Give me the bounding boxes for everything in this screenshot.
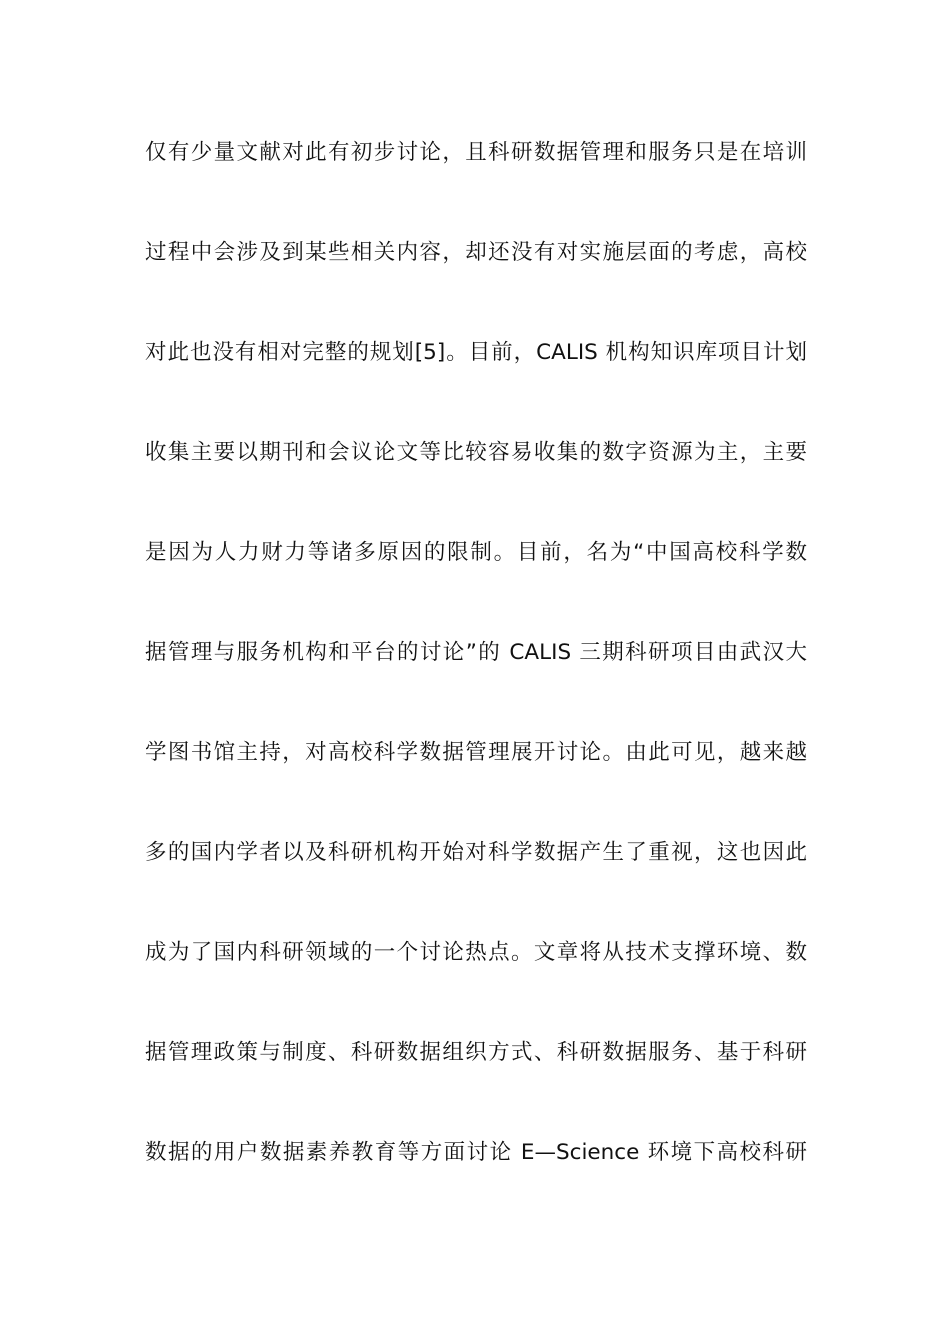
text-line: 对此也没有相对完整的规划[5]。目前，CALIS 机构知识库项目计划: [145, 340, 807, 365]
text-line: 过程中会涉及到某些相关内容，却还没有对实施层面的考虑，高校: [145, 240, 807, 265]
text-line: 数据的用户数据素养教育等方面讨论 E—Science 环境下高校科研: [145, 1140, 807, 1165]
text-line: 收集主要以期刊和会议论文等比较容易收集的数字资源为主，主要: [145, 440, 807, 465]
text-line: 据管理与服务机构和平台的讨论”的 CALIS 三期科研项目由武汉大: [145, 640, 807, 665]
text-line: 据管理政策与制度、科研数据组织方式、科研数据服务、基于科研: [145, 1040, 807, 1065]
text-line: 是因为人力财力等诸多原因的限制。目前，名为“中国高校科学数: [145, 540, 807, 565]
text-line: 学图书馆主持，对高校科学数据管理展开讨论。由此可见，越来越: [145, 740, 807, 765]
text-line: 多的国内学者以及科研机构开始对科学数据产生了重视，这也因此: [145, 840, 807, 865]
body-text: [145, 130, 807, 1230]
text-line: 仅有少量文献对此有初步讨论，且科研数据管理和服务只是在培训: [145, 140, 807, 165]
text-line: 成为了国内科研领域的一个讨论热点。文章将从技术支撑环境、数: [145, 940, 807, 965]
